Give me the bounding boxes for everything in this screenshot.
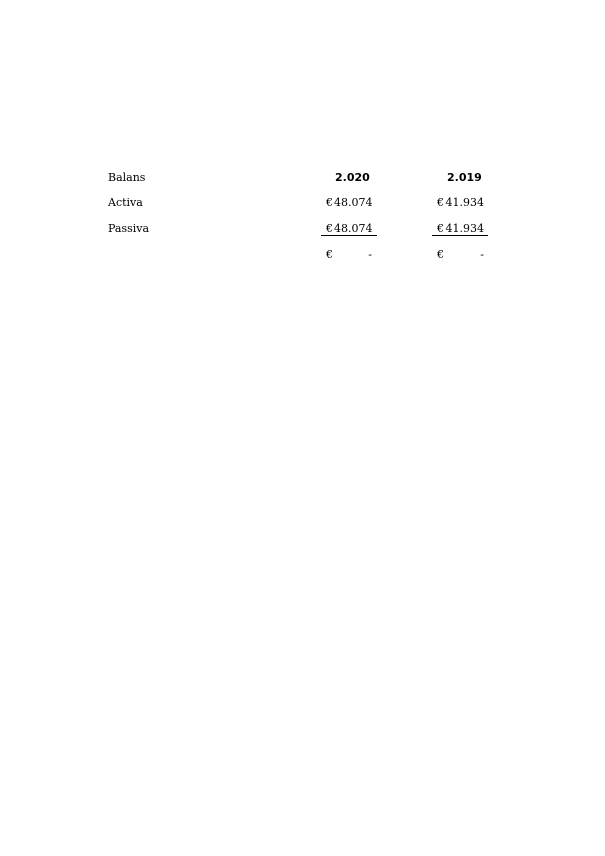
column-header-2019: 2.019 bbox=[447, 171, 482, 184]
difference-value-2019: - bbox=[480, 248, 484, 261]
activa-value-2019: 41.934 bbox=[445, 196, 484, 209]
currency-symbol: € bbox=[326, 196, 333, 209]
currency-symbol: € bbox=[437, 222, 444, 235]
table-title: Balans bbox=[108, 171, 146, 184]
currency-symbol: € bbox=[437, 196, 444, 209]
currency-symbol: € bbox=[437, 248, 444, 261]
column-header-2020: 2.020 bbox=[335, 171, 370, 184]
difference-value-2020: - bbox=[368, 248, 372, 261]
row-label-activa: Activa bbox=[108, 196, 143, 209]
currency-symbol: € bbox=[326, 222, 333, 235]
activa-value-2020: 48.074 bbox=[334, 196, 373, 209]
subtotal-rule-2019 bbox=[432, 235, 488, 236]
passiva-value-2019: 41.934 bbox=[445, 222, 484, 235]
row-label-passiva: Passiva bbox=[108, 222, 150, 235]
passiva-value-2020: 48.074 bbox=[334, 222, 373, 235]
subtotal-rule-2020 bbox=[321, 235, 377, 236]
currency-symbol: € bbox=[326, 248, 333, 261]
